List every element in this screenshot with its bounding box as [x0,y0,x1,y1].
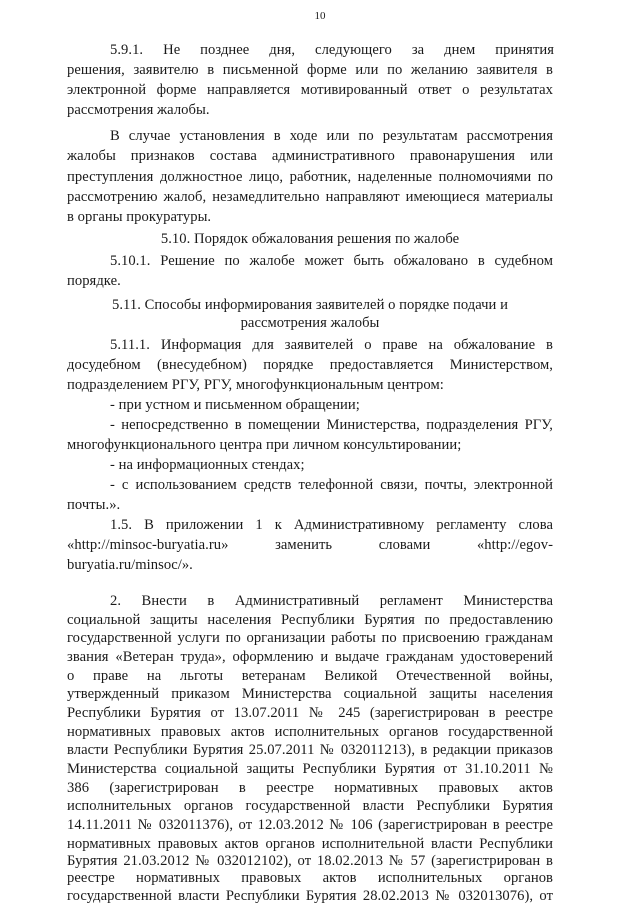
section-heading: 5.11. Способы информирования заявителей о порядке подачи и [112,297,508,313]
text-line: почты.». [67,497,121,513]
text-line: звания «Ветеран труда», оформлению и выдаче гражданам удостоверений [67,649,553,665]
text-line: 5.11.1. Информация для заявителей о праве на обжалование в [110,337,553,353]
text-line: buryatia.ru/minsoc/». [67,557,193,573]
text-line: исполнительных органов государственной власти Республики Бурятия [67,798,553,815]
text-line: Бурятия 21.03.2012 № 032012102), от 18.02.2013 № 57 (зарегистрирован в [67,853,553,870]
list-item: - непосредственно в помещении Министерства, подразделения РГУ, [110,417,553,433]
text-line: В случае установления в ходе или по результатам рассмотрения [110,128,553,144]
text-line: утвержденный приказом Министерства социальной защиты населения [67,686,553,703]
text-line: государственной власти Республики Бурятия 28.02.2013 № 032013076), от [67,888,553,904]
text-line: рассмотрению жалоб, незамедлительно направляют имеющиеся материалы [67,189,553,205]
text-line: нормативных правовых актов исполнительных органов государственной [67,723,553,740]
text-line: нормативных правовых актов органов исполнительной власти Республики [67,835,553,852]
list-item: - при устном и письменном обращении; [110,397,360,413]
text-line: реестре нормативных правовых актов исполнительных органов [67,870,553,887]
text-line: «http://minsoc-buryatia.ru» заменить словами «http://egov- [67,537,553,553]
text-line: о праве на льготы ветеранам Великой Отечественной войны, [67,667,553,684]
text-line: решения, заявителю в письменной форме или по желанию заявителя в [67,62,553,78]
text-line: Республики Бурятия от 13.07.2011 № 245 (зарегистрирован в реестре [67,705,553,722]
text-line: электронной форме направляется мотивированный ответ о результатах [67,82,553,98]
page-number: 10 [314,10,326,22]
text-line: преступления должностное лицо, работник, наделенные полномочиями по [67,169,553,185]
text-line: 5.10.1. Решение по жалобе может быть обжаловано в судебном [110,253,553,269]
text-line: многофункционального центра при личном консультировании; [67,437,462,453]
text-line: 14.11.2011 № 032011376), от 12.03.2012 № 106 (зарегистрирован в реестре [67,817,553,834]
section-heading: 5.10. Порядок обжалования решения по жалобе [160,231,460,247]
text-line: рассмотрения жалобы. [67,102,210,118]
list-item: - с использованием средств телефонной связи, почты, электронной [110,477,553,493]
section-heading: рассмотрения жалобы [240,315,380,331]
text-line: порядке. [67,273,121,289]
text-line: власти Республики Бурятия 25.07.2011 № 032011213), в редакции приказов [67,742,553,759]
text-line: государственной услуги по организации работы по присвоению гражданам [67,630,553,647]
text-line: в органы прокуратуры. [67,209,212,225]
text-line: досудебном (внесудебном) порядке предоставляется Министерством, [67,357,553,373]
text-line: Министерства социальной защиты Республики Бурятия от 31.10.2011 № [67,761,553,778]
text-line: социальной защиты населения Республики Бурятия по предоставлению [67,611,553,628]
text-line: 1.5. В приложении 1 к Административному регламенту слова [110,517,553,533]
text-line: жалобы признаков состава административного правонарушения или [67,148,553,164]
text-line: 5.9.1. Не позднее дня, следующего за днем принятия [110,42,554,58]
text-line: 386 (зарегистрирован в реестре нормативных правовых актов [67,779,553,796]
text-line: 2. Внести в Административный регламент Министерства [110,593,553,609]
list-item: - на информационных стендах; [110,457,305,473]
text-line: подразделением РГУ, РГУ, многофункциональным центром: [67,377,444,393]
